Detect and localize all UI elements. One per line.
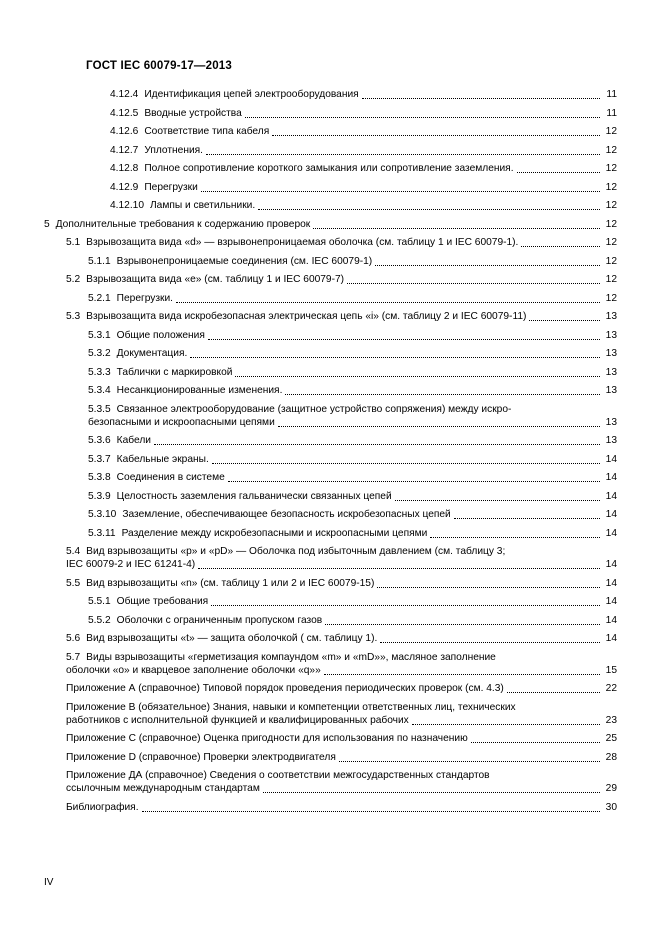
- toc-entry-page: 14: [605, 490, 617, 502]
- toc-entry-page: 12: [605, 163, 617, 174]
- toc-entry[interactable]: [110, 125, 617, 138]
- toc-entry-title: Кабельные экраны.: [116, 453, 209, 465]
- toc-entry-page: 12: [605, 200, 617, 211]
- toc-entry-title: Кабели: [116, 435, 151, 446]
- toc-entry-title: Общие положения: [116, 329, 205, 341]
- toc-entry-title: Целостность заземления гальванически связанных цепей: [116, 490, 392, 502]
- toc-leader-dots: [507, 685, 600, 693]
- toc-leader-dots: [324, 667, 600, 675]
- toc-entry[interactable]: [88, 527, 617, 540]
- toc-entry-line: [66, 558, 617, 571]
- toc-leader-dots: [211, 598, 600, 606]
- toc-entry-page: 12: [605, 144, 617, 156]
- toc-entry-number: 5.3.3: [88, 366, 111, 378]
- toc-entry-title: Полное сопротивление короткого замыкания или сопротивление заземления.: [144, 163, 514, 174]
- toc-entry-title: Взрывозащита вида искробезопасная электрическая цепь «i» (см. таблицу 2 и IEC 60079-11): [86, 311, 527, 322]
- toc-entry-title: Общие требования: [116, 596, 209, 607]
- toc-entry[interactable]: [110, 88, 617, 101]
- toc-entry-page: 14: [605, 577, 617, 589]
- toc-entry-number: 5.2.1: [88, 292, 111, 304]
- toc-entry-page: 12: [605, 255, 617, 267]
- toc-entry[interactable]: [66, 751, 617, 764]
- toc-entry-page: 30: [605, 801, 617, 813]
- toc-entry-page: 13: [605, 329, 617, 341]
- toc-entry-title: Таблички с маркировкой: [116, 366, 233, 378]
- toc-entry-number: 5.2: [66, 274, 81, 285]
- toc-entry-number: 4.12.7: [110, 144, 139, 156]
- toc-entry[interactable]: [88, 614, 617, 627]
- toc-leader-dots: [375, 258, 600, 266]
- toc-leader-dots: [412, 717, 600, 725]
- toc-entry[interactable]: [66, 732, 617, 745]
- toc-entry-line: [66, 545, 617, 558]
- toc-entry-page: 13: [605, 366, 617, 378]
- toc-entry-page: 14: [605, 633, 617, 644]
- toc-entry[interactable]: [88, 434, 617, 447]
- toc-entry[interactable]: [88, 292, 617, 305]
- toc-entry[interactable]: [66, 769, 617, 795]
- toc-entry[interactable]: [66, 273, 617, 286]
- toc-entry-number: 5.3.2: [88, 348, 111, 359]
- toc-entry-title: Приложение А (справочное) Типовой порядок проведения периодических проверок (см. 4.3): [66, 683, 504, 694]
- toc-entry-title: Вид взрывозащиты «n» (см. таблицу 1 или 2 и IEC 60079-15): [86, 577, 375, 589]
- toc-leader-dots: [235, 369, 600, 377]
- toc-entry[interactable]: [88, 471, 617, 484]
- toc-leader-dots: [454, 511, 600, 519]
- toc-entry-title: Несанкционированные изменения.: [116, 385, 283, 396]
- toc-entry-line: [88, 416, 617, 429]
- toc-entry-number: 5.6: [66, 633, 81, 644]
- toc-entry-title: Приложение ДА (справочное) Сведения о соответствии межгосударственных стандартов: [66, 770, 490, 781]
- toc-entry-line: [66, 769, 617, 782]
- toc-leader-dots: [471, 735, 600, 743]
- toc-entry-page: 12: [605, 218, 617, 230]
- toc-entry-title: Перегрузки: [144, 181, 198, 193]
- toc-entry-page: 14: [605, 509, 617, 520]
- toc-leader-dots: [245, 110, 600, 118]
- toc-entry-number: 5.3: [66, 311, 81, 322]
- toc-entry-title: Разделение между искробезопасными и искроопасными цепями: [121, 527, 428, 539]
- toc-entry-page: 22: [605, 683, 617, 694]
- toc-entry-page: 28: [605, 751, 617, 763]
- toc-leader-dots: [212, 456, 600, 464]
- toc-leader-dots: [313, 221, 600, 229]
- toc-entry-title: Библиография.: [66, 801, 139, 813]
- toc-entry[interactable]: [66, 236, 617, 249]
- toc-entry-number: 5.5: [66, 577, 81, 589]
- toc-entry-line: [66, 701, 617, 714]
- toc-leader-dots: [517, 165, 600, 173]
- toc-leader-dots: [278, 419, 600, 427]
- toc-entry-page: 25: [605, 733, 617, 744]
- toc-leader-dots: [339, 754, 600, 762]
- toc-leader-dots: [263, 785, 600, 793]
- toc-leader-dots: [430, 530, 600, 538]
- toc-entry[interactable]: [66, 310, 617, 323]
- toc-entry-number: 4.12.5: [110, 107, 139, 119]
- toc-entry-title: Идентификация цепей электрооборудования: [144, 89, 359, 100]
- toc-entry[interactable]: [110, 199, 617, 212]
- toc-entry-number: 4.12.10: [110, 200, 144, 211]
- toc-entry-title: Взрывозащита вида «е» (см. таблицу 1 и IEC 60079-7): [86, 274, 345, 285]
- toc-entry[interactable]: [110, 181, 617, 194]
- toc-leader-dots: [529, 313, 600, 321]
- toc-entry-number: 5.3.6: [88, 435, 111, 446]
- toc-entry-page: 14: [605, 472, 617, 483]
- toc-entry-number: 4.12.9: [110, 181, 139, 193]
- toc-entry[interactable]: [88, 366, 617, 379]
- toc-entry[interactable]: [66, 545, 617, 571]
- toc-entry-page: 12: [605, 126, 617, 137]
- toc-leader-dots: [142, 804, 600, 812]
- toc-entry-line: [66, 714, 617, 727]
- toc-entry[interactable]: [44, 218, 617, 231]
- toc-entry-page: 13: [605, 435, 617, 446]
- toc-entry[interactable]: [110, 144, 617, 157]
- toc-entry-title: Оболочки с ограниченным пропуском газов: [116, 614, 323, 626]
- toc-entry[interactable]: [88, 453, 617, 466]
- toc-entry-number: 4.12.8: [110, 163, 139, 174]
- toc-leader-dots: [201, 184, 600, 192]
- toc-entry-page: 14: [605, 453, 617, 465]
- toc-entry-page: 13: [605, 385, 617, 396]
- toc-leader-dots: [228, 474, 600, 482]
- page-number-footer: IV: [44, 877, 54, 888]
- toc-entry-title: Соответствие типа кабеля: [144, 126, 270, 137]
- toc-entry[interactable]: [66, 701, 617, 727]
- toc-entry-title: Заземление, обеспечивающее безопасность искробезопасных цепей: [122, 509, 451, 520]
- toc-entry-number: 5.3.7: [88, 453, 111, 465]
- toc-entry-title-continued: IEC 60079-2 и IEC 61241-4): [66, 559, 196, 570]
- toc-entry-title: Связанное электрооборудование (защитное устройство сопряжения) между искро-: [116, 403, 512, 415]
- toc-entry-title: Документация.: [116, 348, 188, 359]
- toc-entry-page: 13: [605, 311, 617, 322]
- toc-entry[interactable]: [66, 651, 617, 677]
- toc-entry[interactable]: [66, 682, 617, 695]
- toc-leader-dots: [395, 493, 600, 501]
- toc-entry-line: [88, 403, 617, 416]
- toc-entry[interactable]: [88, 347, 617, 360]
- toc-entry[interactable]: [88, 508, 617, 521]
- toc-entry-number: 5.3.5: [88, 403, 111, 415]
- toc-entry-title: Перегрузки.: [116, 292, 174, 304]
- toc-leader-dots: [208, 332, 600, 340]
- toc-entry[interactable]: [88, 595, 617, 608]
- toc-entry-title: Виды взрывозащиты «герметизация компаундом «m» и «mD»», масляное заполнение: [86, 651, 496, 663]
- toc-entry[interactable]: [110, 162, 617, 175]
- toc-leader-dots: [258, 202, 600, 210]
- toc-entry-number: 5.3.11: [88, 527, 116, 539]
- toc-entry-title: Дополнительные требования к содержанию проверок: [55, 218, 311, 230]
- toc-entry-line: [66, 782, 617, 795]
- toc-entry-page: 14: [605, 527, 617, 539]
- toc-entry-title: Взрывонепроницаемые соединения (см. IEC 60079-1): [116, 255, 373, 267]
- toc-entry-number: 5.1.1: [88, 255, 111, 267]
- toc-leader-dots: [198, 561, 600, 569]
- toc-entry[interactable]: [110, 107, 617, 120]
- toc-entry-page: 11: [606, 107, 617, 119]
- document-header: ГОСТ IEC 60079-17—2013: [86, 60, 232, 72]
- toc-entry-number: 4.12.6: [110, 126, 139, 137]
- toc-entry-number: 5.5.2: [88, 614, 111, 626]
- toc-entry[interactable]: [88, 329, 617, 342]
- toc-entry-title: Уплотнения.: [144, 144, 203, 156]
- toc-entry-title-continued: ссылочным международным стандартам: [66, 783, 260, 794]
- toc-entry-title: Вводные устройства: [144, 107, 242, 119]
- toc-entry-title: Вид взрывозащиты «t» — защита оболочкой ( см. таблицу 1).: [86, 633, 378, 644]
- toc-entry-title: Лампы и светильники.: [150, 200, 256, 211]
- toc-entry-number: 5.3.1: [88, 329, 111, 341]
- toc-leader-dots: [176, 295, 600, 303]
- toc-entry-page: 12: [605, 237, 617, 248]
- toc-entry-number: 5.3.9: [88, 490, 111, 502]
- toc-entry[interactable]: [88, 490, 617, 503]
- toc-leader-dots: [206, 147, 600, 155]
- toc-entry-title: Приложение D (справочное) Проверки электродвигателя: [66, 751, 336, 763]
- toc-leader-dots: [285, 387, 600, 395]
- toc-entry-title: Приложение В (обязательное) Знания, навыки и компетенции ответственных лиц, технических: [66, 701, 516, 713]
- table-of-contents: [44, 88, 617, 814]
- toc-entry-line: [66, 664, 617, 677]
- toc-entry[interactable]: [66, 632, 617, 645]
- toc-entry-title-continued: безопасными и искроопасными цепями: [88, 416, 275, 428]
- toc-entry-page: 15: [605, 664, 617, 676]
- toc-leader-dots: [154, 437, 600, 445]
- toc-leader-dots: [347, 276, 600, 284]
- toc-entry[interactable]: [66, 577, 617, 590]
- toc-entry-page: 29: [605, 783, 617, 794]
- toc-leader-dots: [380, 635, 600, 643]
- toc-entry[interactable]: [88, 255, 617, 268]
- toc-leader-dots: [362, 91, 600, 99]
- toc-entry[interactable]: [66, 801, 617, 814]
- toc-entry-page: 13: [605, 416, 617, 428]
- toc-leader-dots: [190, 350, 600, 358]
- toc-leader-dots: [521, 239, 600, 247]
- toc-entry[interactable]: [88, 384, 617, 397]
- toc-entry-number: 5.1: [66, 237, 81, 248]
- toc-leader-dots: [325, 617, 600, 625]
- toc-entry-number: 4.12.4: [110, 89, 139, 100]
- toc-entry-title: Соединения в системе: [116, 472, 225, 483]
- toc-entry-title: Приложение С (справочное) Оценка пригодности для использования по назначению: [66, 733, 468, 744]
- toc-entry-page: 14: [605, 559, 617, 570]
- toc-entry-title-continued: оболочки «о» и кварцевое заполнение оболочки «q»»: [66, 664, 321, 676]
- toc-entry-page: 12: [605, 274, 617, 285]
- toc-entry-number: 5.5.1: [88, 596, 111, 607]
- toc-entry-page: 12: [605, 181, 617, 193]
- toc-entry-page: 14: [605, 596, 617, 607]
- toc-leader-dots: [272, 128, 600, 136]
- toc-entry-page: 14: [605, 614, 617, 626]
- toc-entry[interactable]: [88, 403, 617, 429]
- toc-entry-page: 11: [606, 89, 617, 100]
- toc-leader-dots: [377, 580, 600, 588]
- toc-entry-number: 5.3.10: [88, 509, 117, 520]
- toc-entry-number: 5.3.8: [88, 472, 111, 483]
- toc-entry-page: 12: [605, 292, 617, 304]
- toc-entry-page: 13: [605, 348, 617, 359]
- toc-entry-title: Вид взрывозащиты «р» и «рD» — Оболочка под избыточным давлением (см. таблицу 3;: [86, 546, 506, 557]
- toc-entry-number: 5.4: [66, 546, 81, 557]
- toc-entry-number: 5.3.4: [88, 385, 111, 396]
- toc-entry-line: [66, 651, 617, 664]
- toc-entry-title-continued: работников с исполнительной функцией и квалифицированных рабочих: [66, 714, 409, 726]
- toc-entry-number: 5.7: [66, 651, 81, 663]
- toc-entry-title: Взрывозащита вида «d» — взрывонепроницаемая оболочка (см. таблицу 1 и IEC 60079-1).: [86, 237, 519, 248]
- toc-entry-page: 23: [605, 714, 617, 726]
- toc-entry-number: 5: [44, 218, 50, 230]
